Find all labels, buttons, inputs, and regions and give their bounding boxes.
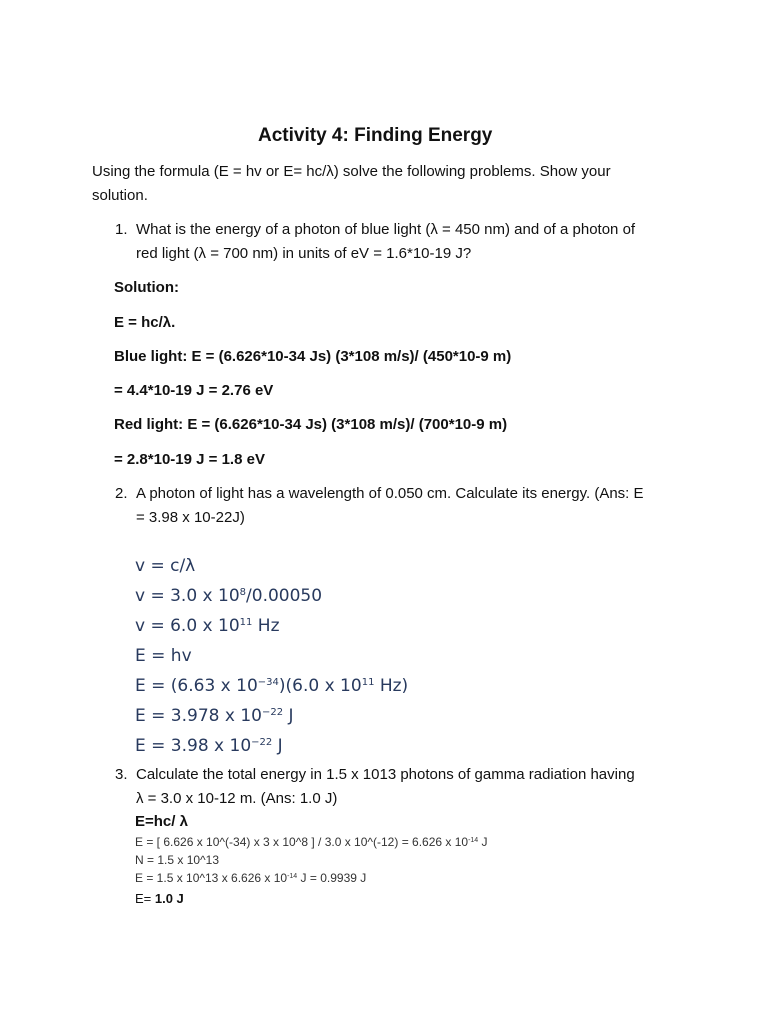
q3-calc-2: N = 1.5 x 10^13 (135, 853, 220, 867)
q1-text-line-2: red light (λ = 700 nm) in units of eV = 1.6*10-19 J? (136, 245, 472, 262)
q3-calc-3: E = 1.5 x 10^13 x 6.626 x $10^{-14}$ J = 0.9939 J (135, 871, 367, 885)
q3-text-line-2: λ = 3.0 x 10-12 m. (Ans: 1.0 J) (136, 790, 338, 807)
q2-step-6: E = 3.978 x $10^{-22}$ J (135, 706, 294, 726)
q1-red-light: Red light: E = (6.626*10-34 Js) (3*108 m/s)/ (700*10-9 m) (114, 416, 508, 433)
q1-number: 1. (115, 221, 128, 238)
q3-final-label: E= (135, 891, 155, 906)
q2-text-line-1: A photon of light has a wavelength of 0.050 cm. Calculate its energy. (Ans: E (136, 485, 644, 502)
q3-text-line-1: Calculate the total energy in 1.5 x 1013 photons of gamma radiation having (136, 766, 635, 783)
intro-line-1: Using the formula (E = hv or E= hc/λ) solve the following problems. Show your (92, 163, 611, 180)
q1-blue-light: Blue light: E = (6.626*10-34 Js) (3*108 m/s)/ (450*10-9 m) (114, 348, 512, 365)
q1-blue-result: = 4.4*10-19 J = 2.76 eV (114, 382, 274, 399)
q1-formula: E = hc/λ. (114, 314, 176, 331)
q1-red-result: = 2.8*10-19 J = 1.8 eV (114, 451, 265, 468)
q2-step-5: E = (6.63 x $10^{-34})(6.0$ x $10^{11}$ Hz) (135, 676, 409, 696)
q3-calc-1: E = [ 6.626 x 10^(-34) x 3 x 10^8 ] / 3.0 x 10^(-12) = 6.626 x $10^{-14}$ J (135, 835, 488, 849)
q3-final-answer (135, 889, 184, 909)
q2-step-3: v = 6.0 x $10^{11}$ Hz (135, 616, 280, 636)
q1-text-line-1: What is the energy of a photon of blue light (λ = 450 nm) and of a photon of (136, 221, 636, 238)
q3-number: 3. (115, 766, 128, 783)
page-title: Activity 4: Finding Energy (258, 125, 493, 146)
q3-formula: E=hc/ λ (135, 813, 188, 830)
q1-solution-label: Solution: (114, 279, 179, 296)
q2-number: 2. (115, 485, 128, 502)
q2-step-1: v = c/λ (135, 556, 196, 576)
q2-step-2: v = 3.0 x $10^8/0.00050$ (135, 586, 323, 606)
q3-final-value: 1.0 J (154, 891, 184, 906)
intro-line-2: solution. (92, 187, 148, 204)
q2-text-line-2: = 3.98 x 10-22J) (136, 509, 245, 526)
q2-step-7: E = 3.98 x $10^{-22}$ J (135, 736, 283, 756)
q2-step-4: E = hv (135, 646, 192, 666)
